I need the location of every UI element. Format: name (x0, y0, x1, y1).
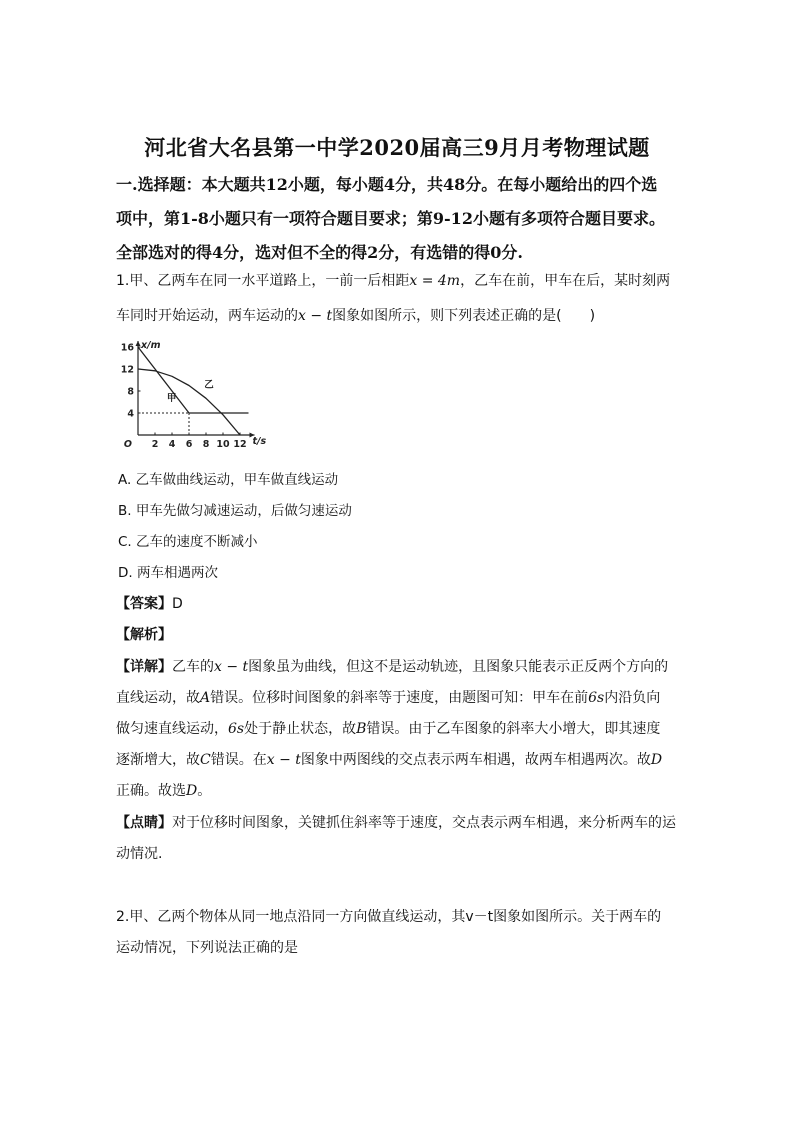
detail-math: A (200, 690, 211, 706)
detail-text: 错误。位移时间图象的斜率等于速度，由题图可知：甲车在前 (210, 690, 589, 706)
q1-detail-line-1 (116, 656, 668, 676)
q1-math-x: x = 4m (409, 273, 461, 289)
q1-text: ，乙车在前，甲车在后，某时刻两 (460, 273, 671, 289)
detail-math: 6s (228, 721, 245, 737)
x-axis-label: t/s (252, 436, 267, 447)
q1-text: 图象如图所示，则下列表述正确的是( ) (332, 308, 596, 324)
detail-text: 图象虽为曲线，但这不是运动轨迹，且图象只能表示正反两个方向的 (248, 659, 669, 675)
y-axis-arrow (136, 341, 141, 346)
detail-text: 正确。故选 (116, 783, 186, 799)
detail-math: D (186, 783, 198, 799)
analysis-tag: 【解析】 (116, 627, 172, 643)
detail-math: x − t (214, 659, 249, 675)
detail-math: B (356, 721, 367, 737)
section-instruction-line-3: 全部选对的得4分，选对但不全的得2分，有选错的得0分. (116, 243, 523, 262)
q1-stem-line-1 (116, 270, 670, 290)
q1-detail-line-2 (116, 687, 660, 707)
q1-comment-line-2: 动情况. (116, 846, 163, 862)
q1-detail-line-5 (116, 780, 211, 800)
y-tick-label: 12 (120, 364, 134, 376)
q1-math-xt: x − t (298, 308, 333, 324)
q1-stem-line-2 (116, 305, 595, 325)
origin-label: O (123, 439, 132, 450)
answer-value: D (172, 596, 183, 612)
series-yi-label: 乙 (204, 379, 214, 391)
q1-text: 车同时开始运动，两车运动的 (116, 308, 298, 324)
y-tick-label: 8 (127, 386, 134, 398)
comment-tag: 【点睛】 (116, 815, 172, 831)
x-tick-label: 8 (202, 439, 210, 450)
xt-graph (110, 340, 290, 450)
detail-text: 乙车的 (172, 659, 214, 675)
x-tick-label: 10 (216, 439, 230, 450)
q1-comment-line-1 (116, 812, 676, 832)
q1-detail-line-3 (116, 718, 660, 738)
detail-text: 逐渐增大，故 (116, 752, 200, 768)
detail-text: 做匀速直线运动， (116, 721, 228, 737)
detail-text: 直线运动，故 (116, 690, 200, 706)
series-jia-line (138, 347, 249, 413)
q1-option-d: D. 两车相遇两次 (118, 565, 218, 581)
y-tick-label: 16 (120, 342, 134, 354)
q1-detail-line-4 (116, 749, 662, 769)
detail-math: D (650, 752, 663, 768)
detail-text: 图象中两图线的交点表示两车相遇，故两车相遇两次。故 (300, 752, 651, 768)
x-tick-label: 12 (233, 439, 247, 450)
q2-stem-line-2: 运动情况，下列说法正确的是 (116, 940, 298, 956)
q1-option-c: C. 乙车的速度不断减小 (118, 534, 258, 550)
detail-math: 6s (588, 690, 605, 706)
q1-option-b: B. 甲车先做匀减速运动，后做匀速运动 (118, 503, 352, 519)
y-axis-label: x/m (141, 340, 161, 351)
q1-option-a: A. 乙车做曲线运动，甲车做直线运动 (118, 472, 339, 488)
detail-tag: 【详解】 (116, 659, 172, 675)
page-title: 河北省大名县第一中学2020届高三9月月考物理试题 (144, 135, 650, 160)
answer-tag: 【答案】 (116, 596, 172, 612)
detail-text: 错误。在 (210, 752, 267, 768)
q1-text: 1.甲、乙两车在同一水平道路上，一前一后相距 (116, 273, 410, 289)
detail-text: 处于静止状态，故 (244, 721, 357, 737)
detail-text: 。 (197, 783, 212, 799)
detail-text: 错误。由于乙车图象的斜率大小增大，即其速度 (366, 721, 661, 737)
q2-stem-line-1: 2.甲、乙两个物体从同一地点沿同一方向做直线运动，其v－t图象如图所示。关于两车的 (116, 909, 662, 925)
section-instruction-line-2: 项中，第1-8小题只有一项符合题目要求；第9-12小题有多项符合题目要求。 (116, 209, 665, 228)
q1-answer (116, 593, 183, 613)
x-tick-label: 2 (151, 439, 159, 450)
q1-analysis-heading (116, 624, 172, 644)
series-jia-label: 甲 (166, 392, 177, 404)
detail-math: x − t (266, 752, 301, 768)
comment-text: 对于位移时间图象，关键抓住斜率等于速度，交点表示两车相遇，来分析两车的运 (172, 815, 676, 831)
x-tick-label: 4 (168, 439, 176, 450)
detail-math: C (200, 752, 211, 768)
detail-text: 内沿负向 (604, 690, 661, 706)
x-tick-label: 6 (185, 439, 193, 450)
section-instruction-line-1: 一.选择题：本大题共12小题，每小题4分，共48分。在每小题给出的四个选 (116, 175, 658, 194)
y-tick-label: 4 (127, 408, 134, 420)
